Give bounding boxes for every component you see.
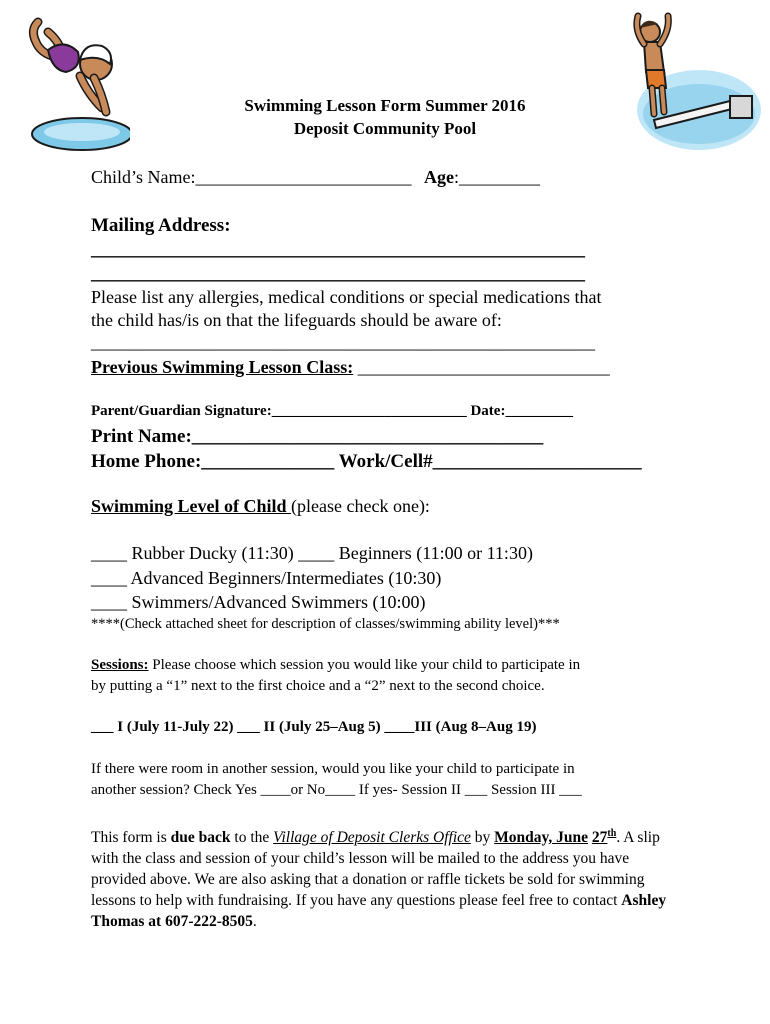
signature-field[interactable]: __________________________ <box>271 403 467 419</box>
level-instruction: (please check one): <box>291 496 430 516</box>
level-option-rubber-ducky-beginners[interactable]: ____ Rubber Ducky (11:30) ____ Beginners (11:00 or 11:30) <box>91 543 533 563</box>
attached-sheet-note: ****(Check attached sheet for description of classes/swimming ability level)*** <box>91 616 560 632</box>
closing-text-3: by <box>470 829 495 847</box>
sessions-label: Sessions: <box>91 657 149 673</box>
signature-row <box>91 403 573 420</box>
phone-row <box>91 451 642 473</box>
work-cell-label: Work/Cell# <box>334 451 433 472</box>
date-field[interactable]: _________ <box>505 403 573 419</box>
contact-text: Ashley Thomas at 607-222-8505 <box>91 892 667 931</box>
sessions-row-1 <box>91 657 580 674</box>
another-session-choices[interactable]: another session? Check Yes ____or No____ If yes- Session II ___ Session III ___ <box>91 782 582 798</box>
sessions-instruction: Please choose which session you would like your child to participate in <box>148 657 581 673</box>
closing-text-2: to the <box>230 829 274 847</box>
work-cell-field[interactable]: ______________________ <box>432 451 642 472</box>
mailing-address-line-2[interactable]: ____________________________________________________ <box>91 263 585 284</box>
another-session-question: If there were room in another session, would you like your child to participate in <box>91 761 575 777</box>
age-field[interactable]: _________ <box>459 167 541 187</box>
closing-text-4: . A slip with the class and session of your child’s lesson will be mailed to the address you have provided above. We are also asking that a donation or raffle tickets be sold for swimming lessons to help with fundraising. If you have any questions please feel free to contact <box>91 829 660 910</box>
level-option-advanced-beginners[interactable]: ____ Advanced Beginners/Intermediates (10:30) <box>91 568 442 588</box>
mailing-address-line-1[interactable]: ____________________________________________________ <box>91 239 585 260</box>
signature-label: Parent/Guardian Signature: <box>91 403 272 419</box>
print-name-row <box>91 426 543 448</box>
level-heading-row <box>91 496 430 517</box>
allergies-prompt-line-1: Please list any allergies, medical conditions or special medications that <box>91 287 602 307</box>
level-option-swimmers[interactable]: ____ Swimmers/Advanced Swimmers (10:00) <box>91 592 426 612</box>
closing-paragraph <box>91 823 681 932</box>
home-phone-field[interactable]: ______________ <box>201 451 335 472</box>
child-name-label: Child’s Name: <box>91 167 196 187</box>
allergies-field[interactable]: ________________________________________________________ <box>91 332 595 352</box>
closing-text-5: . <box>252 913 257 931</box>
home-phone-label: Home Phone: <box>91 451 202 472</box>
closing-text-1: This form is <box>91 829 171 847</box>
form-title: Swimming Lesson Form Summer 2016 <box>244 96 526 115</box>
previous-class-field[interactable]: ____________________________ <box>353 357 610 377</box>
age-colon: : <box>454 167 460 187</box>
print-name-label: Print Name: <box>91 426 192 447</box>
mailing-address-label: Mailing Address: <box>91 215 231 236</box>
pool-name: Deposit Community Pool <box>293 119 477 138</box>
print-name-field[interactable]: _____________________________________ <box>191 426 544 447</box>
deadline-text: Monday, June <box>494 829 589 847</box>
child-name-field[interactable]: ________________________ <box>195 167 412 187</box>
date-label: Date: <box>466 403 506 419</box>
due-back-text: due back <box>170 829 231 847</box>
level-heading: Swimming Level of Child <box>91 496 292 516</box>
sessions-instruction-2: by putting a “1” next to the first choice and a “2” next to the second choice. <box>91 678 545 694</box>
clerks-office-text: Village of Deposit Clerks Office <box>273 829 471 847</box>
allergies-prompt-line-2: the child has/is on that the lifeguards should be aware of: <box>91 310 502 330</box>
age-label: Age <box>424 167 454 187</box>
deadline-day: 27 <box>591 829 608 847</box>
child-name-row <box>91 167 540 188</box>
previous-class-row <box>91 357 610 378</box>
session-choices[interactable]: ___ I (July 11-July 22) ___ II (July 25–Aug 5) ____III (Aug 8–Aug 19) <box>91 719 537 735</box>
previous-class-label: Previous Swimming Lesson Class: <box>91 357 354 377</box>
deadline-suffix: th <box>607 828 617 839</box>
